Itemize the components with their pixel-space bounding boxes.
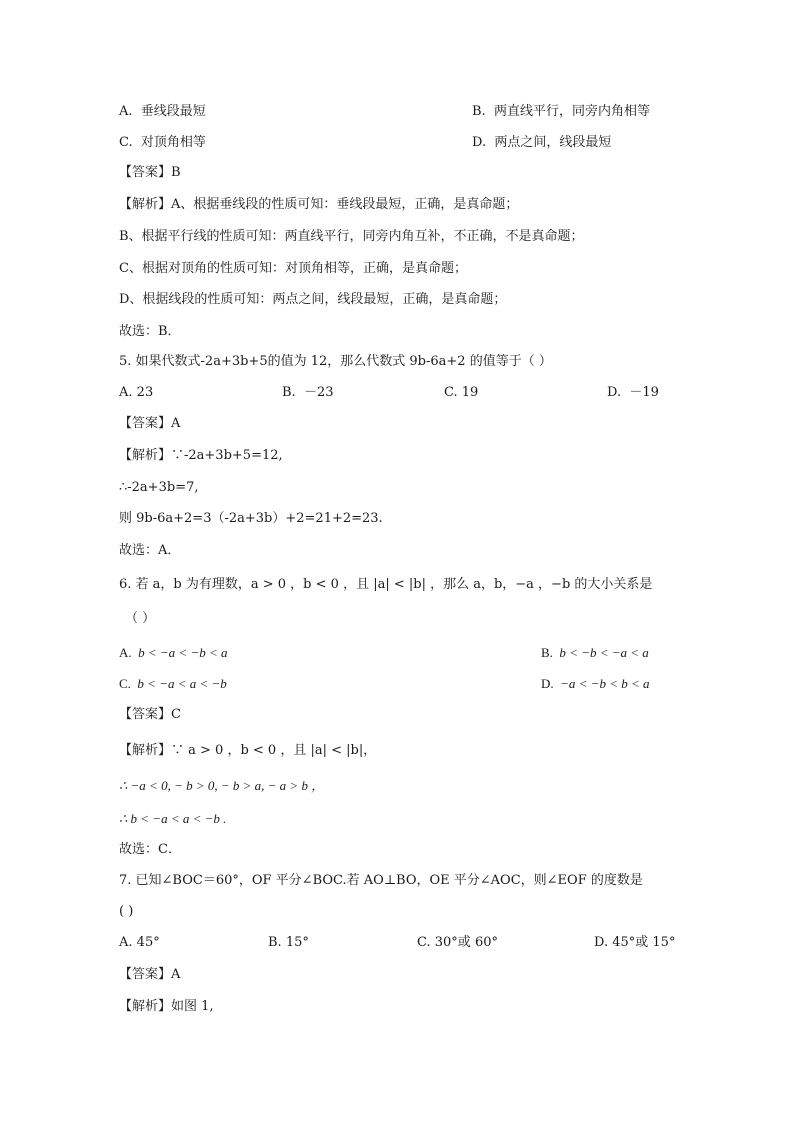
q4-option-a: A. 垂线段最短	[119, 104, 206, 119]
q4-analysis-line-1: 【解析】A、根据垂线段的性质可知：垂线段最短，正确，是真命题；	[119, 197, 519, 212]
q5-stem: 5. 如果代数式-2a+3b+5的值为 12，那么代数式 9b-6a+2 的值等于（ ）	[119, 354, 552, 369]
q7-option-c: C. 30°或 60°	[417, 935, 498, 950]
q6-stem: 6. 若 a，b 为有理数，a > 0 ，b < 0 ，且 |a| < |b| ，那么 a，b，−a ，−b 的大小关系是	[119, 577, 653, 592]
q4-option-d: D. 两点之间，线段最短	[472, 135, 612, 150]
q7-analysis-line-1: 【解析】如图 1,	[119, 999, 214, 1014]
q7-option-b: B. 15°	[268, 935, 309, 950]
q6-analysis-line-2: ∴ −a < 0, − b > 0, − b > a, − a > b ，	[119, 778, 325, 793]
q7-option-d: D. 45°或 15°	[594, 935, 676, 950]
q5-answer: 【答案】A	[119, 416, 181, 431]
q4-conclusion: 故选：B．	[119, 324, 181, 339]
q7-option-a: A. 45°	[119, 935, 160, 950]
q5-option-d: D. －19	[607, 385, 659, 400]
q6-conclusion: 故选：C．	[119, 842, 181, 857]
q5-analysis-line-1: 【解析】∵-2a+3b+5=12,	[119, 448, 283, 463]
q6-stem-blank: （ ）	[125, 611, 156, 626]
q4-analysis-line-4: D、根据线段的性质可知：两点之间，线段最短，正确，是真命题；	[119, 292, 507, 307]
q7-answer: 【答案】A	[119, 967, 181, 982]
q5-option-b: B. －23	[282, 385, 334, 400]
q4-answer: 【答案】B	[119, 165, 181, 180]
q5-analysis-line-3: 则 9b-6a+2=3（-2a+3b）+2=21+2=23.	[119, 511, 383, 526]
q6-analysis-line-3: ∴ b < −a < a < −b .	[119, 811, 227, 826]
q7-stem: 7. 已知∠BOC＝60°，OF 平分∠BOC.若 AO⊥BO，OE 平分∠AOC，则∠EOF 的度数是	[119, 873, 643, 888]
q5-conclusion: 故选：A．	[119, 543, 181, 558]
q6-option-a: A. b < −a < −b < a	[119, 645, 228, 660]
q6-option-c: C. b < −a < a < −b	[119, 676, 227, 691]
q4-option-b: B. 两直线平行，同旁内角相等	[472, 104, 650, 119]
q6-option-d: D. −a < −b < b < a	[541, 676, 650, 691]
q6-analysis-line-1: 【解析】∵ a > 0 ，b < 0 ，且 |a| < |b|，	[119, 743, 377, 758]
q4-analysis-line-2: B、根据平行线的性质可知：两直线平行，同旁内角互补，不正确，不是真命题；	[119, 229, 584, 244]
q7-stem-blank: ( )	[119, 904, 134, 919]
q6-option-b: B. b < −b < −a < a	[541, 645, 649, 660]
q4-option-c: C. 对顶角相等	[119, 135, 206, 150]
q5-option-c: C. 19	[444, 385, 479, 400]
q6-answer: 【答案】C	[119, 707, 181, 722]
q4-analysis-line-3: C、根据对顶角的性质可知：对顶角相等，正确，是真命题；	[119, 261, 467, 276]
q5-analysis-line-2: ∴-2a+3b=7,	[119, 480, 199, 495]
q5-option-a: A. 23	[119, 385, 154, 400]
